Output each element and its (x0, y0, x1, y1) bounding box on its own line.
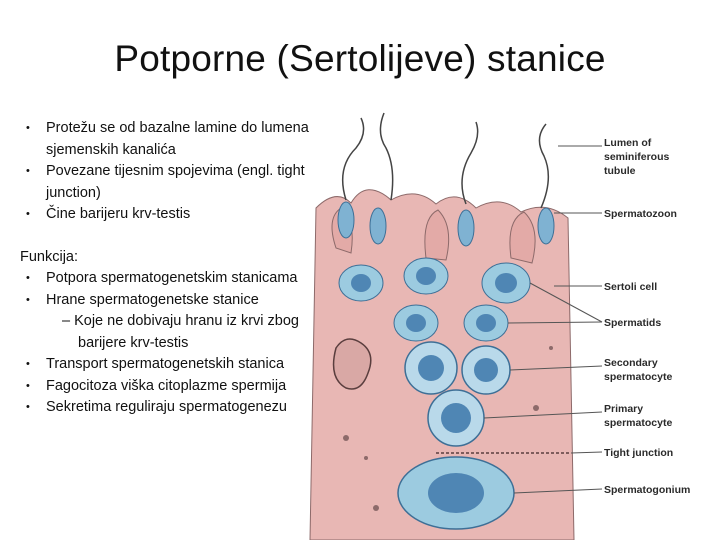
function-subbullet: – Koje ne dobivaju hranu iz krvi zbog barijere krv-testis (62, 313, 299, 351)
leader-line (571, 452, 602, 453)
text-content (20, 118, 310, 419)
function-bullet: • Fagocitoza viška citoplazme spermija (20, 376, 310, 398)
spermatozoon-tail (380, 113, 392, 200)
function-bullet (20, 290, 310, 355)
spermatozoon-tail (343, 118, 364, 200)
function-bullet-text: Hrane spermatogenetske stanice (46, 291, 259, 308)
label-spermatogonium: Spermatogonium (604, 484, 691, 496)
organelle (364, 456, 368, 460)
spermatozoon-head (538, 208, 554, 244)
intro-bullet: • Protežu se od bazalne lamine do lumena sjemenskih kanalića (20, 118, 310, 161)
spermatozoon-tail (462, 122, 478, 204)
label-primary-1: Primary (604, 403, 644, 415)
label-spermatozoon: Spermatozoon (604, 208, 677, 220)
spermatozoon-tail (539, 124, 548, 208)
spermatozoon-head (370, 208, 386, 244)
organelle (373, 505, 379, 511)
label-lumen-3: tubule (604, 165, 636, 177)
intro-list (20, 118, 310, 226)
primary-spermatocyte-nucleus (441, 403, 471, 433)
function-heading: Funkcija: (20, 248, 79, 265)
label-sertoli-cell: Sertoli cell (604, 281, 658, 293)
label-primary-2: spermatocyte (604, 417, 673, 429)
spermatozoon-head (338, 202, 354, 238)
secondary-spermatocyte-nucleus (474, 358, 498, 382)
function-list (20, 268, 310, 419)
label-secondary-1: Secondary (604, 357, 658, 369)
spermatid-nucleus (476, 314, 496, 332)
organelle (533, 405, 539, 411)
spermatid-nucleus (351, 274, 371, 292)
function-bullet: • Transport spermatogenetskih stanica (20, 354, 310, 376)
spermatid-nucleus (406, 314, 426, 332)
label-tight-junction: Tight junction (604, 447, 674, 459)
spermatid-nucleus (495, 273, 517, 293)
organelle (343, 435, 349, 441)
label-secondary-2: spermatocyte (604, 371, 673, 383)
function-sublist (46, 311, 310, 354)
label-lumen-2: seminiferous (604, 151, 670, 163)
secondary-spermatocyte-nucleus (418, 355, 444, 381)
sertoli-cell-diagram (306, 108, 714, 540)
intro-bullet: • Povezane tijesnim spojevima (engl. tight junction) (20, 161, 310, 204)
label-lumen-1: Lumen of (604, 137, 652, 149)
intro-bullet: • Čine barijeru krv-testis (20, 204, 310, 226)
spermatogonium-nucleus (428, 473, 484, 513)
label-spermatids: Spermatids (604, 317, 662, 329)
spermatid-nucleus (416, 267, 436, 285)
slide-title: Potporne (Sertolijeve) stanice (114, 38, 606, 79)
spermatozoon-head (458, 210, 474, 246)
function-bullet: • Potpora spermatogenetskim stanicama (20, 268, 310, 290)
function-bullet: • Sekretima reguliraju spermatogenezu (20, 397, 310, 419)
organelle (549, 346, 553, 350)
